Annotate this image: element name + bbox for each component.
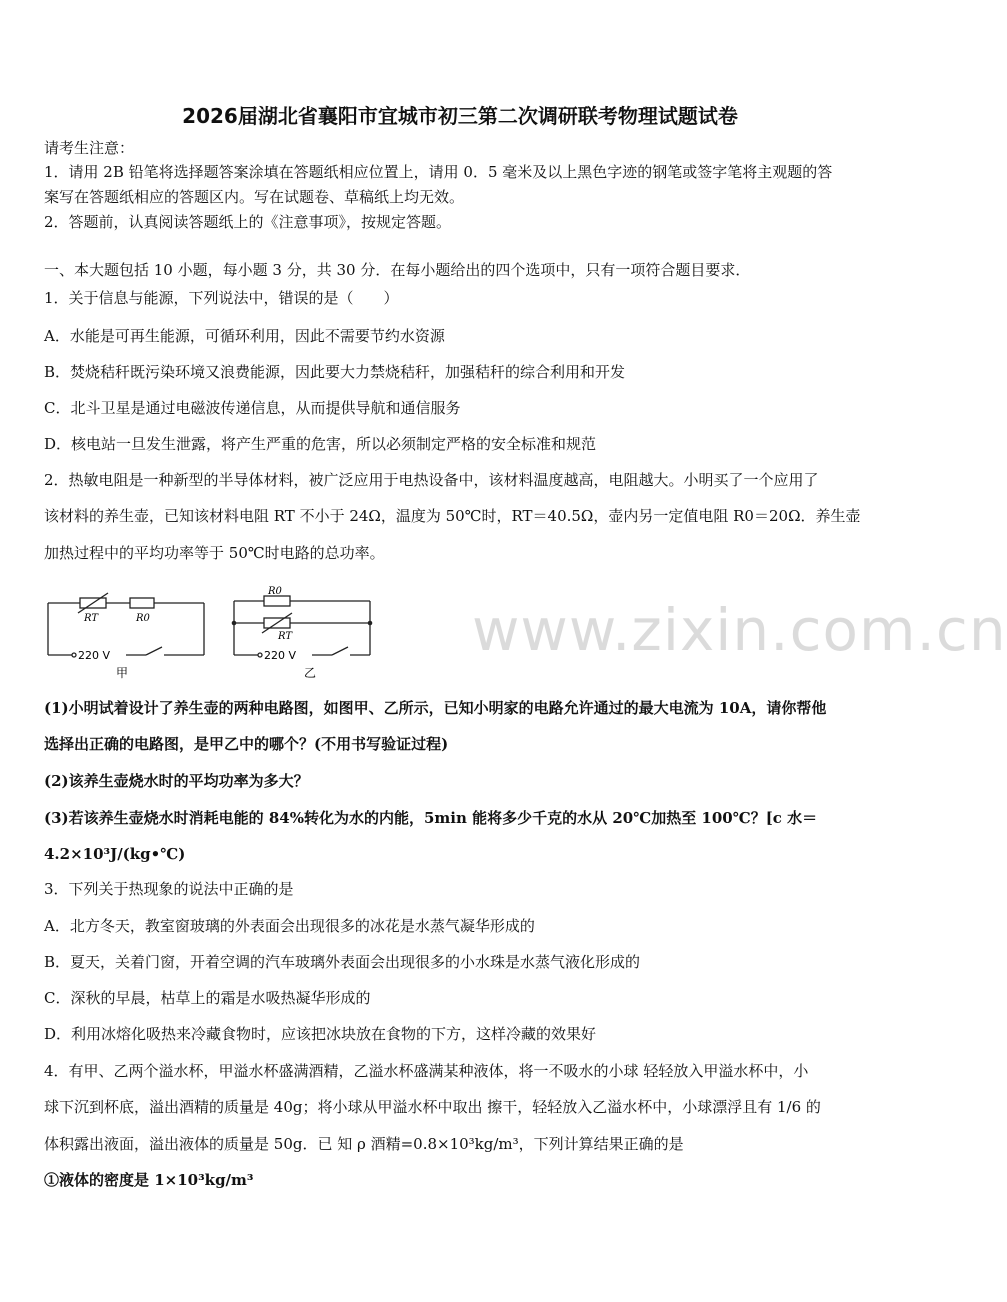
- question-1-option-d: D．核电站一旦发生泄露，将产生严重的危害，所以必须制定严格的安全标准和规范: [44, 435, 597, 453]
- fig-b-caption: 乙: [304, 666, 317, 680]
- question-2-part-1b: 选择出正确的电路图，是甲乙中的哪个？(不用书写验证过程): [44, 735, 449, 753]
- question-4-line-3: 体积露出液面，溢出液体的质量是 50g．已 知 ρ 酒精=0.8×10³kg/m³，下列计算结果正确的是: [44, 1135, 684, 1153]
- question-2-part-3b: 4.2×10³J/(kg•℃): [44, 845, 186, 863]
- question-2-part-3a: (3)若该养生壶烧水时消耗电能的 84%转化为水的内能，5min 能将多少千克的水从 20℃加热至 100℃？[c 水＝: [44, 809, 818, 827]
- fig-a-r0-label: R0: [136, 613, 150, 624]
- question-3-option-b: B．夏天，关着门窗，开着空调的汽车玻璃外表面会出现很多的小水珠是水蒸气液化形成的: [44, 953, 641, 971]
- fig-b-rt-label: RT: [278, 631, 293, 642]
- notice-item: 2．答题前，认真阅读答题纸上的《注意事项》，按规定答题。: [44, 213, 452, 231]
- question-1-option-b: B．焚烧秸秆既污染环境又浪费能源，因此要大力禁烧秸秆，加强秸秆的综合利用和开发: [44, 363, 626, 381]
- fig-a-rt-label: RT: [84, 613, 99, 624]
- question-4-line-1: 4．有甲、乙两个溢水杯，甲溢水杯盛满酒精，乙溢水杯盛满某种液体，将一不吸水的小球 轻轻放入甲溢水杯中，小: [44, 1062, 809, 1080]
- notice-item: 案写在答题纸相应的答题区内。写在试题卷、草稿纸上均无效。: [44, 188, 465, 206]
- fig-b-voltage-label: 220 V: [264, 649, 297, 662]
- question-1-option-a: A．水能是可再生能源，可循环利用，因此不需要节约水资源: [44, 327, 445, 345]
- fig-b-r0-label: R0: [268, 586, 282, 597]
- notice-item: 1．请用 2B 铅笔将选择题答案涂填在答题纸相应位置上，请用 0．5 毫米及以上黑色字迹的钢笔或签字笔将主观题的答: [44, 163, 833, 181]
- page-title: 2026届湖北省襄阳市宜城市初三第二次调研联考物理试题试卷: [182, 104, 738, 128]
- watermark-text: www.zixin.com.cn: [472, 596, 1007, 664]
- question-2-part-2: (2)该养生壶烧水时的平均功率为多大？: [44, 772, 309, 790]
- question-3-stem: 3．下列关于热现象的说法中正确的是: [44, 880, 294, 898]
- question-4-statement-1: ①液体的密度是 1×10³kg/m³: [44, 1171, 254, 1189]
- section-heading: 一、本大题包括 10 小题，每小题 3 分，共 30 分．在每小题给出的四个选项中，只有一项符合题目要求．: [44, 261, 751, 279]
- notice-heading: 请考生注意：: [44, 139, 135, 157]
- question-4-line-2: 球下沉到杯底，溢出酒精的质量是 40g；将小球从甲溢水杯中取出 擦干，轻轻放入乙溢水杯中，小球漂浮且有 1/6 的: [44, 1098, 821, 1116]
- question-2-line-3: 加热过程中的平均功率等于 50℃时电路的总功率。: [44, 544, 385, 562]
- fig-a-caption: 甲: [116, 666, 129, 680]
- question-3-option-a: A．北方冬天，教室窗玻璃的外表面会出现很多的冰花是水蒸气凝华形成的: [44, 917, 535, 935]
- circuit-diagram-a: [44, 585, 214, 685]
- question-2-line-2: 该材料的养生壶，已知该材料电阻 RT 不小于 24Ω，温度为 50℃时，RT＝40.5Ω，壶内另一定值电阻 R0＝20Ω．养生壶: [44, 507, 861, 525]
- question-2-part-1a: (1)小明试着设计了养生壶的两种电路图，如图甲、乙所示，已知小明家的电路允许通过的最大电流为 10A，请你帮他: [44, 699, 827, 717]
- question-3-option-d: D．利用冰熔化吸热来冷藏食物时，应该把冰块放在食物的下方，这样冷藏的效果好: [44, 1025, 597, 1043]
- question-1-stem: 1．关于信息与能源，下列说法中，错误的是（ ）: [44, 289, 399, 307]
- question-3-option-c: C．深秋的早晨，枯草上的霜是水吸热凝华形成的: [44, 989, 371, 1007]
- fig-a-voltage-label: 220 V: [78, 649, 111, 662]
- question-1-option-c: C．北斗卫星是通过电磁波传递信息，从而提供导航和通信服务: [44, 399, 461, 417]
- question-2-line-1: 2．热敏电阻是一种新型的半导体材料，被广泛应用于电热设备中，该材料温度越高，电阻越大。小明买了一个应用了: [44, 471, 819, 489]
- circuit-diagram-b: [228, 585, 378, 685]
